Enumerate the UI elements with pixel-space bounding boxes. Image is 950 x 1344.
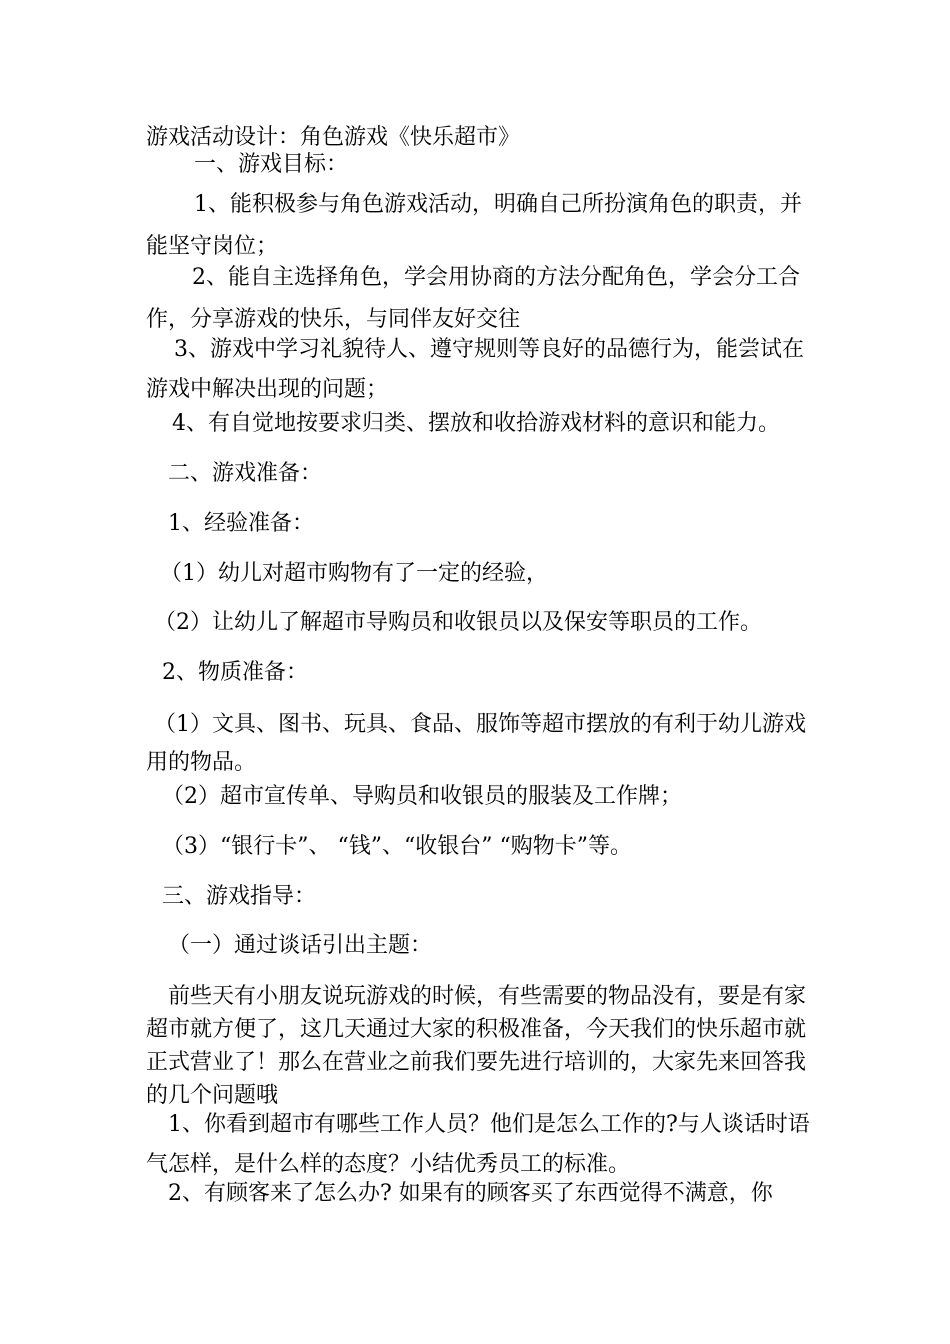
paragraph-text: （3）“银行卡”、 “钱”、“收银台” “购物卡”等。 (162, 834, 632, 859)
paragraph-text: 2、有顾客来了怎么办? 如果有的顾客买了东西觉得不满意，你 (168, 1181, 773, 1206)
question-item-2 (146, 1177, 810, 1211)
materials-item-2 (146, 780, 810, 814)
subheading-topic-intro (146, 929, 810, 963)
goal-item-3 (146, 330, 810, 410)
paragraph-text: 1、能积极参与角色游戏活动，明确自己所扮演角色的职责，并能坚守岗位； (146, 192, 802, 259)
paragraph-text: （一）通过谈话引出主题： (168, 933, 433, 958)
materials-item-3 (146, 830, 810, 864)
paragraph-text: 2、能自主选择角色，学会用协商的方法分配角色，学会分工合作，分享游戏的快乐，与同伴友好交往 (146, 265, 800, 332)
document-title-text: 游戏活动设计：角色游戏《快乐超市》 (146, 125, 521, 150)
section-heading-guidance (146, 880, 810, 914)
paragraph-text: （1）文具、图书、玩具、食品、服饰等超市摆放的有利于幼儿游戏用的物品。 (146, 712, 806, 775)
section-heading-preparation (146, 457, 810, 491)
goal-item-2 (146, 257, 810, 341)
experience-item-2 (146, 606, 810, 640)
experience-item-1 (146, 557, 810, 591)
section-heading-goals (146, 148, 810, 182)
materials-item-1 (146, 706, 810, 782)
paragraph-text: 2、物质准备： (162, 660, 308, 685)
paragraph-text: （1）幼儿对超市购物有了一定的经验， (160, 561, 548, 586)
intro-dialogue-paragraph (146, 980, 810, 1112)
paragraph-text: 二、游戏准备： (168, 461, 323, 486)
paragraph-text: 前些天有小朋友说玩游戏的时候，有些需要的物品没有，要是有家超市就方便了，这几天通过大家的积极准备，今天我们的快乐超市就正式营业了！那么在营业之前我们要先进行培训的，大家先来回答我的几个问题哦 (146, 984, 807, 1108)
paragraph-text: 3、游戏中学习礼貌待人、遵守规则等良好的品德行为，能尝试在游戏中解决出现的问题； (146, 337, 804, 402)
paragraph-text: 一、游戏目标： (194, 152, 349, 177)
subheading-experience (146, 507, 810, 541)
goal-item-1 (146, 184, 810, 268)
paragraph-text: （2）让幼儿了解超市导购员和收银员以及保安等职员的工作。 (154, 610, 762, 635)
goal-item-4 (146, 407, 810, 441)
paragraph-text: 三、游戏指导： (162, 884, 317, 909)
paragraph-text: 1、你看到超市有哪些工作人员？他们是怎么工作的?与人谈话时语气怎样，是什么样的态度？小结优秀员工的标准。 (146, 1112, 810, 1177)
paragraph-text: （2）超市宣传单、导购员和收银员的服装及工作牌； (162, 784, 682, 809)
question-item-1 (146, 1105, 810, 1185)
subheading-materials (146, 656, 810, 690)
paragraph-text: 4、有自觉地按要求归类、摆放和收拾游戏材料的意识和能力。 (172, 411, 780, 436)
paragraph-text: 1、经验准备： (168, 511, 314, 536)
